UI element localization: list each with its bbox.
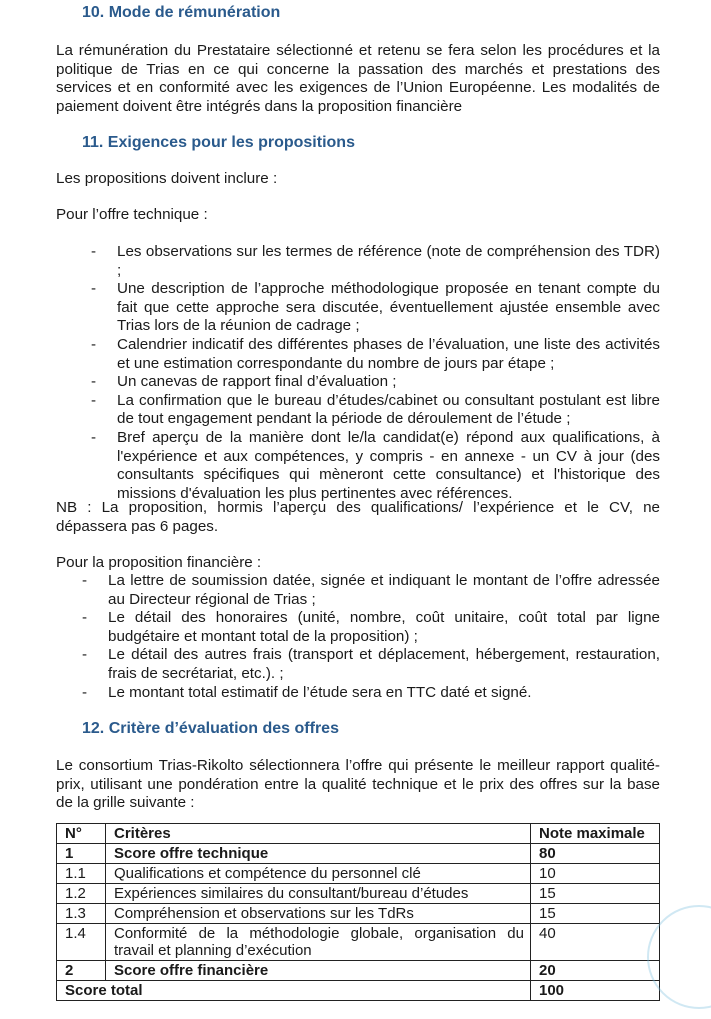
table-row xyxy=(57,864,660,884)
section-11-title: 11. Exigences pour les propositions xyxy=(82,134,355,151)
nb-note: NB : La proposition, hormis l’aperçu des qualifications/ l’expérience et le CV, ne dépassera pas 6 pages. xyxy=(56,499,660,535)
cell-criterion: Score offre financière xyxy=(106,961,531,981)
list-item-text: Le détail des honoraires (unité, nombre, coût unitaire, coût total par ligne budgétaire et montant total de la proposition) ; xyxy=(108,609,660,645)
table-row xyxy=(57,924,660,961)
dash-bullet: - xyxy=(91,243,97,260)
header-max-score: Note maximale xyxy=(531,824,660,844)
cell-note: 20 xyxy=(531,961,660,981)
cell-criterion: Qualifications et compétence du personnel clé xyxy=(106,864,531,884)
cell-note: 15 xyxy=(531,884,660,904)
cell-number: 1.2 xyxy=(57,884,106,904)
list-item xyxy=(82,572,660,609)
cell-criterion: Compréhension et observations sur les TdRs xyxy=(106,904,531,924)
list-item-text: La confirmation que le bureau d’études/cabinet ou consultant postulant est libre de tout engagement pendant la période de déroulement de l’étude ; xyxy=(117,391,660,428)
dash-bullet: - xyxy=(82,609,88,627)
cell-note: 15 xyxy=(531,904,660,924)
total-value: 100 xyxy=(531,981,660,1001)
table-row xyxy=(57,884,660,904)
dash-bullet: - xyxy=(82,683,88,701)
list-item-text: Le montant total estimatif de l’étude sera en TTC daté et signé. xyxy=(108,683,532,701)
list-item-text: Une description de l’approche méthodologique proposée en tenant compte du fait que cette approche sera discutée, éventuellement ajustée ensemble avec Trias lors de la réunion de cadrage ; xyxy=(117,280,660,335)
cell-criterion: Expériences similaires du consultant/bureau d’études xyxy=(106,884,531,904)
section-10-title: 10. Mode de rémunération xyxy=(82,4,281,21)
list-item-text: Bref aperçu de la manière dont le/la candidat(e) répond aux qualifications, à l'expérience et aux compétences, y compris - en annexe - un CV à jour (des consultants spécifiques qui mèneront cette consultance) et l'historique des missions d'évaluation les plus pertinentes avec références. xyxy=(117,428,660,502)
list-item-text: Un canevas de rapport final d’évaluation ; xyxy=(117,373,397,391)
section-10-paragraph: La rémunération du Prestataire sélectionné et retenu se fera selon les procédures et la politique de Trias en ce qui concerne la passation des marchés et prestations des services et en conformité avec les exigences de l’Union Européenne. Les modalités de paiement doivent être intégrés dans la proposition financière xyxy=(56,42,660,115)
dash-bullet: - xyxy=(91,373,97,391)
list-item-text: Les observations sur les termes de référence (note de compréhension des TDR) ; xyxy=(117,243,660,279)
list-item xyxy=(82,646,660,683)
cell-number: 1.4 xyxy=(57,924,106,961)
table-row xyxy=(57,844,660,864)
section-12-title: 12. Critère d’évaluation des offres xyxy=(82,720,339,737)
cell-number: 1.3 xyxy=(57,904,106,924)
cell-criterion: Score offre technique xyxy=(106,844,531,864)
dash-bullet: - xyxy=(82,646,88,664)
cell-note: 40 xyxy=(531,924,660,961)
cell-note: 10 xyxy=(531,864,660,884)
cell-number: 2 xyxy=(57,961,106,981)
cell-criterion: Conformité de la méthodologie globale, organisation du travail et planning d’exécution xyxy=(106,924,531,961)
cell-note: 80 xyxy=(531,844,660,864)
table-total-row xyxy=(57,981,660,1001)
evaluation-grid-table xyxy=(56,823,660,1001)
list-item xyxy=(91,335,660,373)
cell-number: 1.1 xyxy=(57,864,106,884)
technical-offer-intro: Pour l’offre technique : xyxy=(56,206,208,223)
list-item-text: La lettre de soumission datée, signée et indiquant le montant de l’offre adressée au Directeur régional de Trias ; xyxy=(108,572,660,608)
financial-proposal-list xyxy=(82,572,660,702)
list-item-text: Calendrier indicatif des différentes phases de l’évaluation, une liste des activités et une estimation correspondante du nombre de jours par étape ; xyxy=(117,335,660,372)
cell-number: 1 xyxy=(57,844,106,864)
financial-proposal-intro: Pour la proposition financière : xyxy=(56,554,262,571)
technical-offer-list xyxy=(91,243,660,503)
dash-bullet: - xyxy=(82,572,88,589)
dash-bullet: - xyxy=(91,428,97,446)
dash-bullet: - xyxy=(91,280,97,298)
header-number: N° xyxy=(57,824,106,844)
table-row xyxy=(57,961,660,981)
list-item xyxy=(91,243,660,280)
list-item xyxy=(91,391,660,429)
list-item-text: Le détail des autres frais (transport et déplacement, hébergement, restauration, frais de secrétariat, etc.). ; xyxy=(108,646,660,682)
list-item xyxy=(91,280,660,336)
list-item xyxy=(91,428,660,503)
section-12-paragraph: Le consortium Trias-Rikolto sélectionnera l’offre qui présente le meilleur rapport qualité-prix, utilisant une pondération entre la qualité technique et le prix des offres sur la base de la grille suivante : xyxy=(56,757,660,812)
header-criteria: Critères xyxy=(106,824,531,844)
dash-bullet: - xyxy=(91,391,97,409)
total-label: Score total xyxy=(57,981,531,1001)
table-header-row xyxy=(57,824,660,844)
proposals-intro: Les propositions doivent inclure : xyxy=(56,170,278,187)
list-item xyxy=(82,683,660,703)
dash-bullet: - xyxy=(91,335,97,353)
table-row xyxy=(57,904,660,924)
list-item xyxy=(82,609,660,646)
list-item xyxy=(91,373,660,392)
